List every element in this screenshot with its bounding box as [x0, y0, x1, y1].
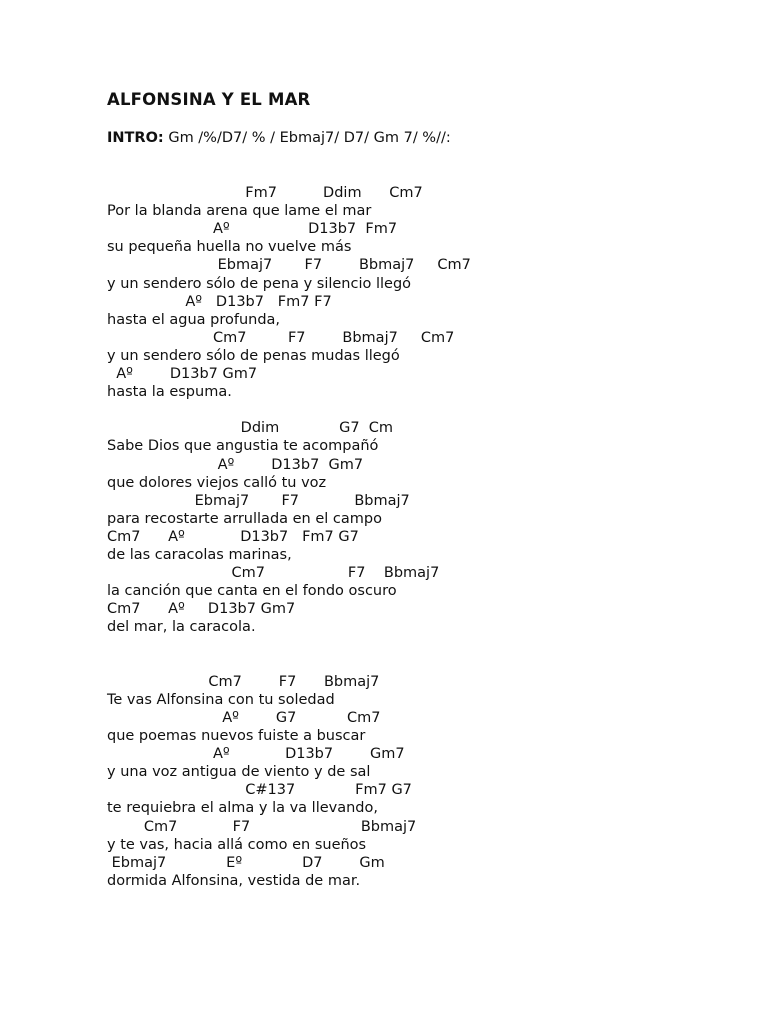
song-title: ALFONSINA Y EL MAR: [107, 90, 311, 109]
lyric-line: Sabe Dios que angustia te acompañó: [107, 438, 379, 455]
chord-line: Ddim G7 Cm: [107, 420, 394, 437]
chord-line: Aº D13b7 Gm7: [107, 366, 258, 382]
chord-line: Ebmaj7 F7 Bbmaj7: [107, 492, 410, 509]
intro-chords: Gm /%/D7/ % / Ebmaj7/ D7/ Gm 7/ %//:: [163, 130, 451, 146]
chord-line: Fm7 Ddim Cm7: [107, 185, 423, 201]
chord-line: Cm7 F7 Bbmaj7: [107, 565, 440, 582]
chord-line: Cm7 Aº D13b7 Gm7: [107, 601, 296, 618]
lyric-line: Te vas Alfonsina con tu soledad: [107, 691, 335, 708]
chord-line: Aº D13b7 Gm7: [107, 456, 364, 473]
lyric-line: y un sendero sólo de pena y silencio llegó: [107, 275, 412, 292]
chord-line: Aº D13b7 Fm7 F7: [107, 293, 332, 310]
lyric-line: dormida Alfonsina, vestida de mar.: [107, 872, 361, 889]
chord-line: Aº D13b7 Fm7: [107, 221, 398, 238]
chord-line: Ebmaj7 F7 Bbmaj7 Cm7: [107, 257, 471, 274]
chord-line: Cm7 Aº D13b7 Fm7 G7: [107, 528, 359, 545]
chord-line: Aº G7 Cm7: [107, 709, 381, 726]
intro-line: [107, 130, 451, 146]
lyric-line: de las caracolas marinas,: [107, 547, 292, 563]
chord-line: Cm7 F7 Bbmaj7: [107, 818, 417, 835]
chord-line: Cm7 F7 Bbmaj7: [107, 673, 380, 690]
lyric-line: y un sendero sólo de penas mudas llegó: [107, 347, 400, 364]
lyric-line: hasta el agua profunda,: [107, 311, 281, 328]
intro-label: INTRO:: [107, 130, 164, 146]
lyric-line: la canción que canta en el fondo oscuro: [107, 583, 397, 600]
chord-line: Aº D13b7 Gm7: [107, 746, 405, 763]
lyric-line: que dolores viejos calló tu voz: [107, 474, 327, 491]
lyric-line: y una voz antigua de viento y de sal: [107, 764, 371, 781]
lyric-line: su pequeña huella no vuelve más: [107, 239, 352, 256]
lyric-line: hasta la espuma.: [107, 384, 232, 401]
chord-line: Cm7 F7 Bbmaj7 Cm7: [107, 329, 455, 346]
lyric-line: del mar, la caracola.: [107, 619, 256, 636]
lyric-line: Por la blanda arena que lame el mar: [107, 203, 372, 220]
chord-line: C#137 Fm7 G7: [107, 782, 412, 799]
chord-line: Ebmaj7 Eº D7 Gm: [107, 854, 385, 871]
lyric-line: y te vas, hacia allá como en sueños: [107, 836, 367, 853]
lyric-line: que poemas nuevos fuiste a buscar: [107, 728, 366, 744]
lyric-line: para recostarte arrullada en el campo: [107, 510, 382, 527]
lyric-line: te requiebra el alma y la va llevando,: [107, 800, 378, 817]
